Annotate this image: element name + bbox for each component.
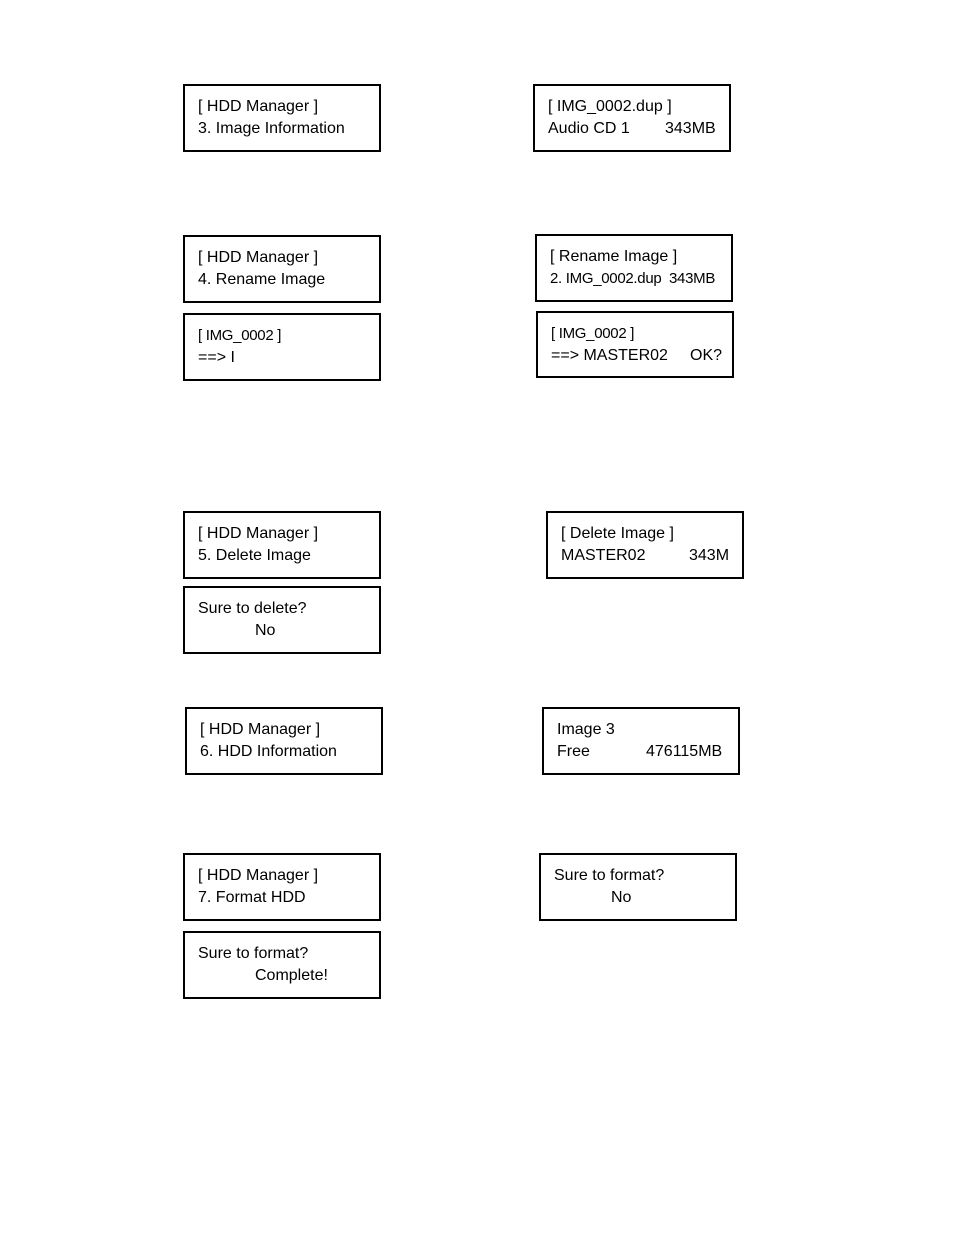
lcd-line-2-value: 343MB [665,120,716,137]
lcd-line-2-value: OK? [690,347,723,364]
lcd-line-2: No [611,889,632,906]
lcd-line-2: No [255,622,276,639]
lcd-line-2: ==> I [198,349,235,366]
lcd-line-1: [ HDD Manager ] [198,249,319,266]
lcd-line-1: [ HDD Manager ] [198,867,319,884]
lcd-rename-select [535,234,733,302]
lcd-image-info-menu [183,84,381,152]
lcd-line-1: [ IMG_0002 ] [551,325,635,342]
lcd-hdd-info-menu [185,707,383,775]
lcd-line-1: Image 3 [557,721,615,738]
lcd-line-2: 3. Image Information [198,120,345,137]
lcd-line-2: 6. HDD Information [200,743,337,760]
lcd-line-2: Complete! [255,967,328,984]
lcd-line-1: [ Delete Image ] [561,525,674,542]
lcd-delete-select [546,511,744,579]
lcd-line-1: [ HDD Manager ] [200,721,321,738]
lcd-line-1: Sure to delete? [198,600,307,617]
lcd-line-2: 5. Delete Image [198,547,311,564]
lcd-line-2-name: 2. IMG_0002.dup [550,270,662,287]
lcd-rename-input [183,313,381,381]
lcd-format-menu [183,853,381,921]
lcd-delete-menu [183,511,381,579]
lcd-hdd-info-detail [542,707,740,775]
lcd-delete-confirm [183,586,381,654]
lcd-line-1: [ IMG_0002.dup ] [548,98,672,115]
lcd-line-1: [ Rename Image ] [550,248,678,265]
lcd-line-2: 7. Format HDD [198,889,306,906]
lcd-image-info-detail [533,84,731,152]
lcd-line-2-name: MASTER02 [561,547,646,564]
lcd-line-1: [ HDD Manager ] [198,525,319,542]
lcd-line-2: 4. Rename Image [198,271,326,288]
lcd-line-2-value: 476115MB [646,743,723,760]
lcd-line-2-value: 343M [689,547,730,564]
lcd-format-prompt [539,853,737,921]
lcd-line-2-label: Free [557,743,590,760]
lcd-line-1: Sure to format? [554,867,665,884]
lcd-rename-menu [183,235,381,303]
lcd-line-2-name: ==> MASTER02 [551,347,668,364]
lcd-line-2-label: Audio CD 1 [548,120,630,137]
lcd-format-complete [183,931,381,999]
lcd-line-1: [ HDD Manager ] [198,98,319,115]
lcd-line-2-value: 343MB [669,270,716,287]
lcd-line-1: [ IMG_0002 ] [198,327,282,344]
lcd-line-1: Sure to format? [198,945,309,962]
lcd-rename-confirm [536,311,734,378]
